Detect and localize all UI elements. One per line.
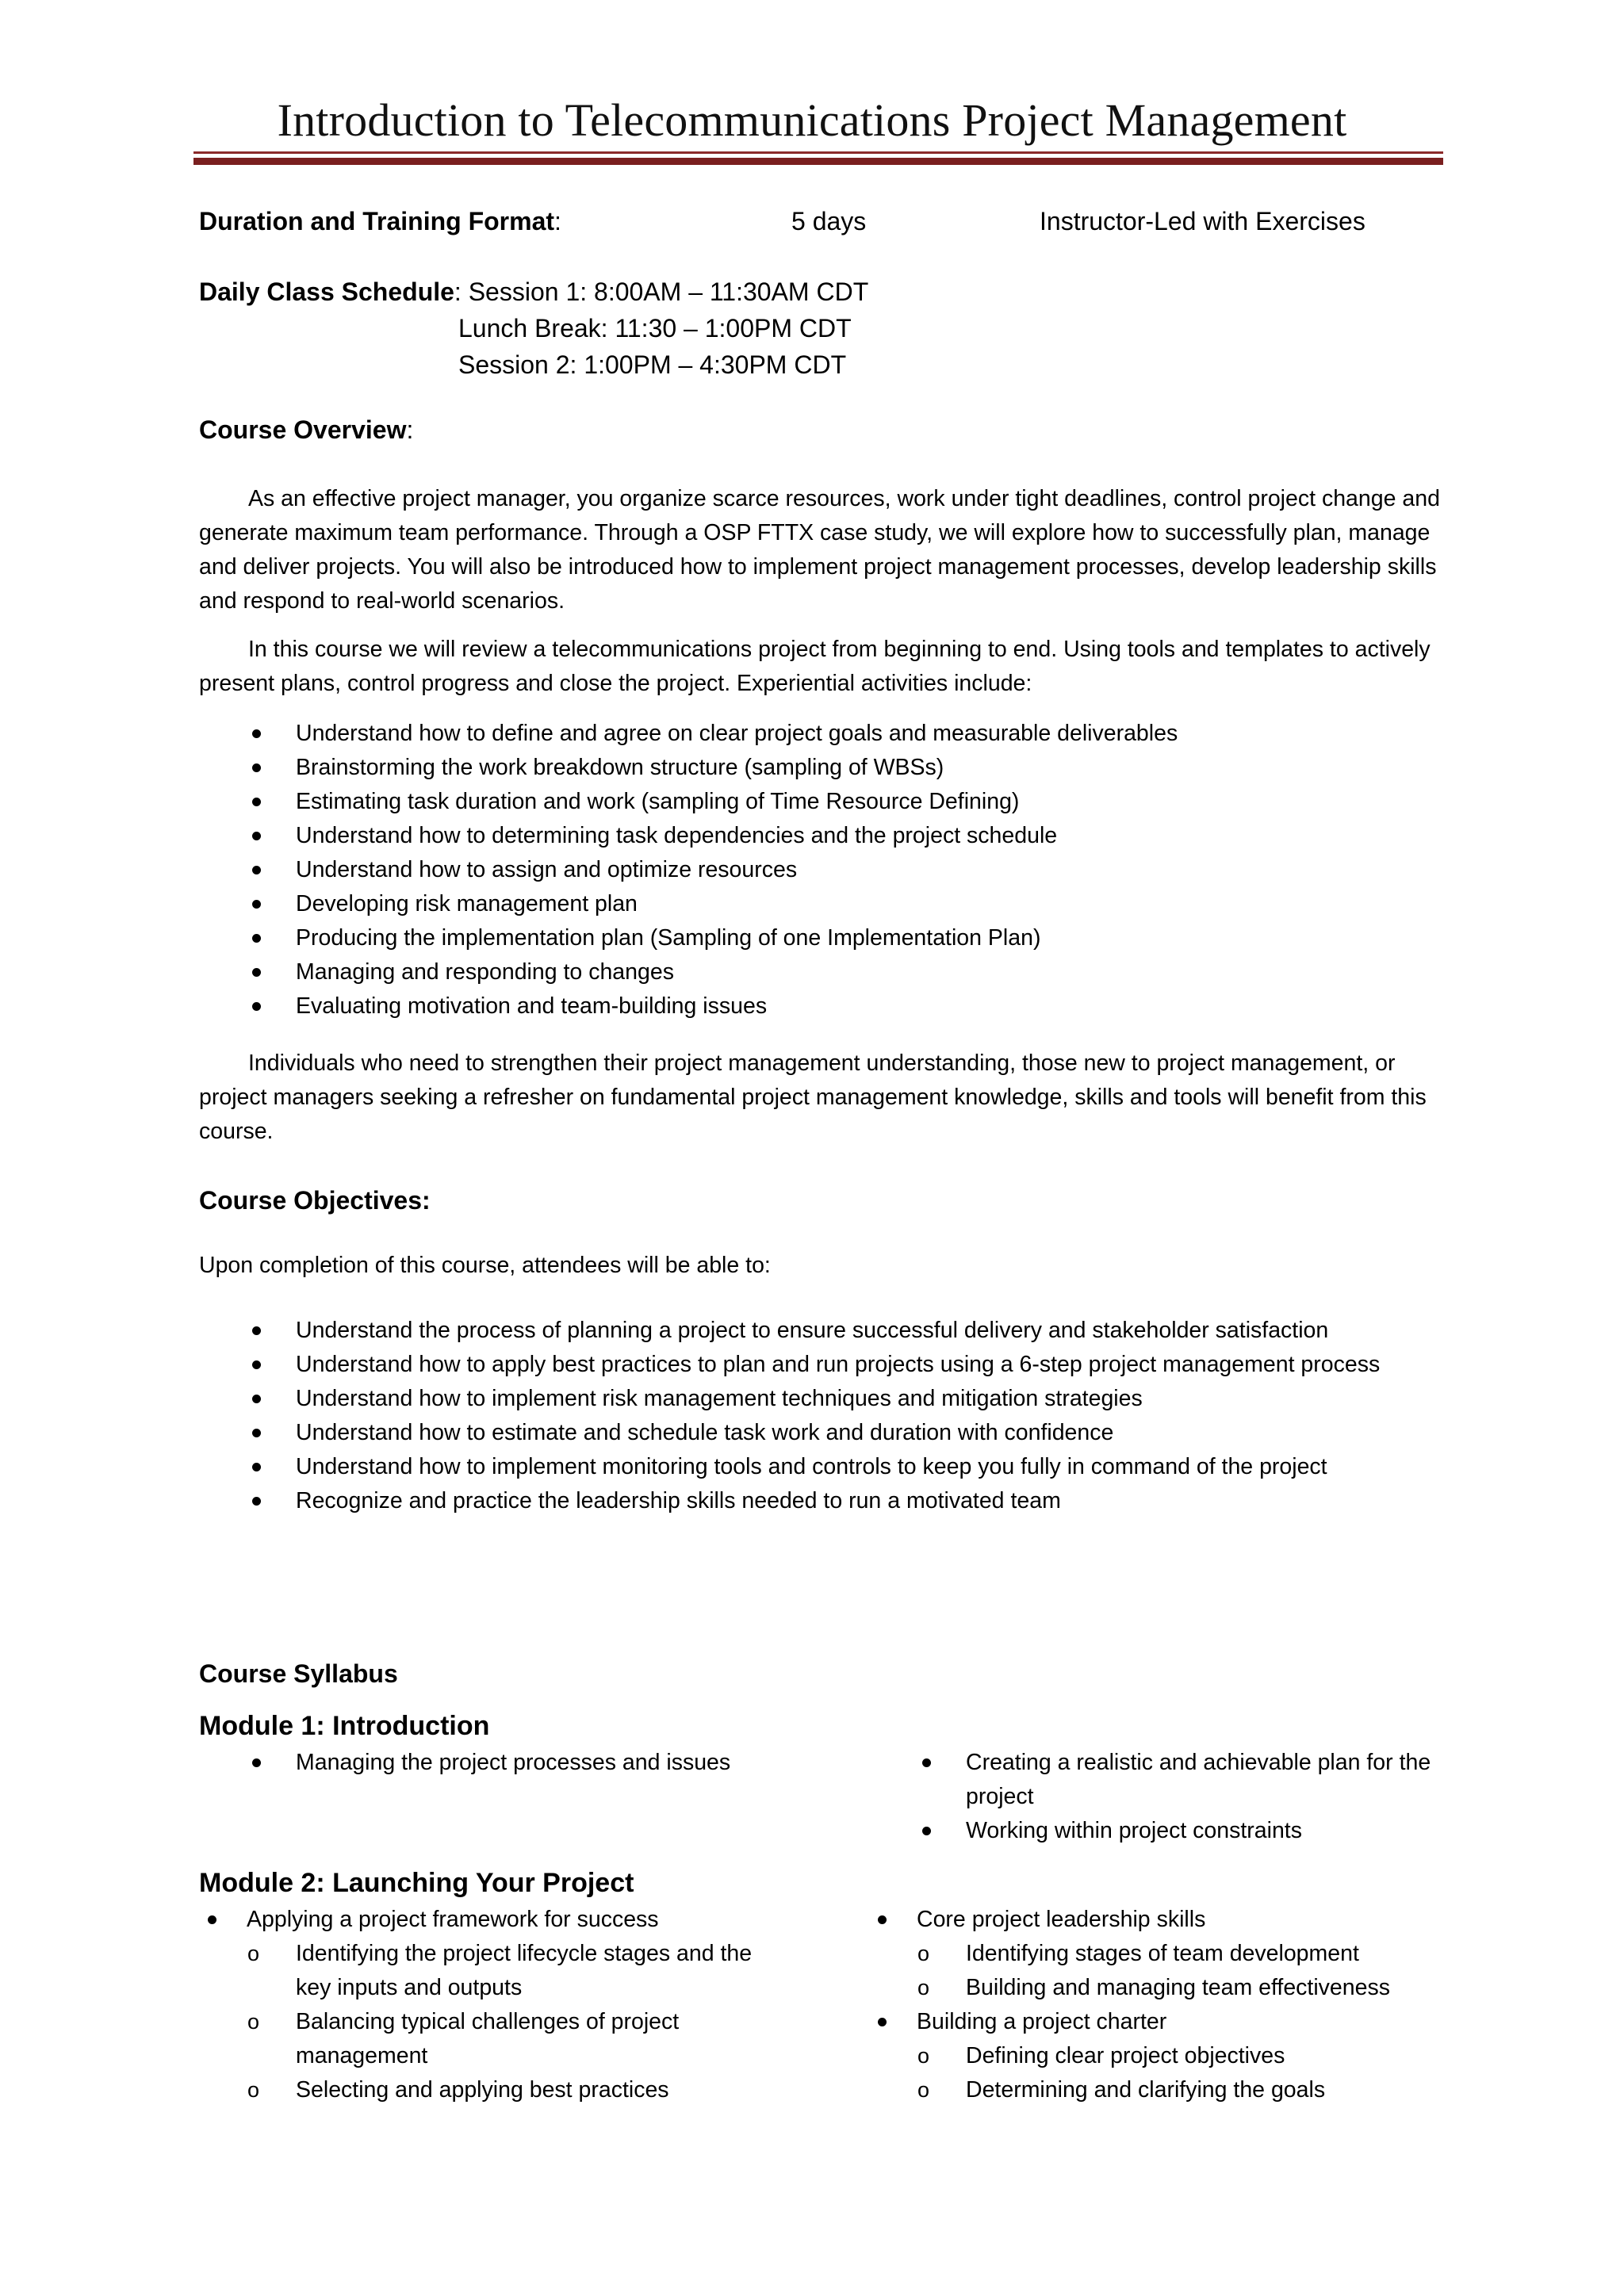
list-item: Building a project charter bbox=[917, 2005, 1472, 2039]
list-item: Estimating task duration and work (sampling of Time Resource Defining) bbox=[296, 785, 1438, 819]
overview-paragraph-2: In this course we will review a telecommunications project from beginning to end. Using tools and templates to actively present plans, control progress and close the project. Experiential activities include: bbox=[199, 637, 1431, 696]
list-item: Managing the project processes and issues bbox=[296, 1746, 772, 1780]
title-rule-thin bbox=[193, 151, 1443, 154]
list-item: Evaluating motivation and team-building issues bbox=[296, 989, 1438, 1024]
bullet-icon bbox=[252, 729, 261, 738]
bullet-icon bbox=[922, 1758, 931, 1767]
bullet-icon bbox=[878, 1915, 887, 1924]
duration-format: Instructor-Led with Exercises bbox=[1040, 207, 1365, 235]
schedule-session-2: Session 2: 1:00PM – 4:30PM CDT bbox=[458, 350, 847, 379]
module-2-right-list-1 bbox=[917, 1903, 1472, 1937]
document-title: Introduction to Telecommunications Project Management bbox=[277, 94, 1347, 146]
bullet-icon bbox=[252, 1758, 261, 1767]
list-item: Creating a realistic and achievable plan for the project bbox=[966, 1746, 1442, 1814]
bullet-icon bbox=[252, 900, 261, 909]
list-item: Producing the implementation plan (Sampling of one Implementation Plan) bbox=[296, 921, 1438, 955]
bullet-icon bbox=[252, 934, 261, 943]
module-1-right-list bbox=[966, 1746, 1442, 1848]
duration-label: Duration and Training Format bbox=[199, 207, 555, 235]
bullet-icon bbox=[922, 1827, 931, 1835]
module-1-title: Module 1: Introduction bbox=[199, 1711, 490, 1741]
list-item: o Building and managing team effectiveness bbox=[966, 1971, 1481, 2005]
bullet-icon bbox=[208, 1915, 216, 1924]
list-item: Brainstorming the work breakdown structure (sampling of WBSs) bbox=[296, 751, 1438, 785]
schedule-line-1 bbox=[199, 276, 868, 308]
duration-days: 5 days bbox=[791, 207, 867, 235]
bullet-icon bbox=[252, 763, 261, 772]
overview-heading-row bbox=[199, 414, 413, 446]
list-item: o Selecting and applying best practices bbox=[296, 2073, 779, 2107]
objectives-list bbox=[296, 1314, 1438, 1518]
list-item: Developing risk management plan bbox=[296, 887, 1438, 921]
list-item: Understand how to assign and optimize resources bbox=[296, 853, 1438, 887]
module-2-right-sublist-2 bbox=[917, 2039, 1481, 2107]
circle-bullet-icon: o bbox=[917, 2044, 930, 2068]
list-item: Understand how to implement monitoring tools and controls to keep you fully in command of the project bbox=[296, 1450, 1438, 1484]
module-2-left-sublist bbox=[247, 1937, 779, 2107]
bullet-icon bbox=[252, 1463, 261, 1471]
module-2-right-list-2 bbox=[917, 2005, 1472, 2039]
bullet-icon bbox=[252, 1002, 261, 1011]
circle-bullet-icon: o bbox=[247, 1942, 260, 1965]
duration-colon: : bbox=[554, 207, 561, 235]
list-item: Understand the process of planning a project to ensure successful delivery and stakeholder satisfaction bbox=[296, 1314, 1438, 1348]
list-item: o Identifying the project lifecycle stages and the key inputs and outputs bbox=[296, 1937, 779, 2005]
list-item: o Balancing typical challenges of project management bbox=[296, 2005, 779, 2073]
circle-bullet-icon: o bbox=[917, 2078, 930, 2102]
list-item: Understand how to implement risk management techniques and mitigation strategies bbox=[296, 1382, 1438, 1416]
bullet-icon bbox=[252, 1360, 261, 1369]
schedule-label: Daily Class Schedule bbox=[199, 277, 454, 306]
circle-bullet-icon: o bbox=[917, 1942, 930, 1965]
overview-colon: : bbox=[406, 415, 414, 444]
overview-heading: Course Overview bbox=[199, 415, 407, 444]
syllabus-heading: Course Syllabus bbox=[199, 1659, 398, 1688]
module-1-left-list bbox=[296, 1746, 772, 1780]
bullet-icon bbox=[252, 968, 261, 977]
objectives-heading: Course Objectives: bbox=[199, 1186, 431, 1215]
objectives-intro: Upon completion of this course, attendees will be able to: bbox=[199, 1253, 771, 1278]
overview-paragraph-1: As an effective project manager, you organize scarce resources, work under tight deadlines, control project change and generate maximum team performance. Through a OSP FTTX case study, we will explore how to successfully plan, manage and deliver projects. You will also be introduced how to implement project management processes, develop leadership skills and respond to real-world scenarios. bbox=[199, 486, 1440, 614]
schedule-lunch: Lunch Break: 11:30 – 1:00PM CDT bbox=[458, 314, 852, 342]
bullet-icon bbox=[252, 866, 261, 874]
bullet-icon bbox=[252, 832, 261, 840]
list-item: Managing and responding to changes bbox=[296, 955, 1438, 989]
list-item: Recognize and practice the leadership skills needed to run a motivated team bbox=[296, 1484, 1438, 1518]
list-item: Understand how to apply best practices to plan and run projects using a 6-step project management process bbox=[296, 1348, 1438, 1382]
list-item: Working within project constraints bbox=[966, 1814, 1442, 1848]
module-2-right-sublist-1 bbox=[917, 1937, 1481, 2005]
bullet-icon bbox=[252, 798, 261, 806]
list-item: Understand how to define and agree on clear project goals and measurable deliverables bbox=[296, 717, 1438, 751]
activities-list bbox=[296, 717, 1438, 1024]
bullet-icon bbox=[252, 1429, 261, 1437]
circle-bullet-icon: o bbox=[247, 2010, 260, 2034]
overview-paragraph-3: Individuals who need to strengthen their project management understanding, those new to project management, or project managers seeking a refresher on fundamental project management knowledge, skills and tools will benefit from this course. bbox=[199, 1050, 1427, 1144]
bullet-icon bbox=[252, 1326, 261, 1335]
schedule-session-1: : Session 1: 8:00AM – 11:30AM CDT bbox=[454, 277, 869, 306]
bullet-icon bbox=[252, 1395, 261, 1403]
module-2-title: Module 2: Launching Your Project bbox=[199, 1868, 634, 1898]
list-item: Understand how to estimate and schedule task work and duration with confidence bbox=[296, 1416, 1438, 1450]
list-item: o Identifying stages of team development bbox=[966, 1937, 1481, 1971]
bullet-icon bbox=[878, 2018, 887, 2026]
list-item: Core project leadership skills bbox=[917, 1903, 1472, 1937]
module-2-left-list bbox=[247, 1903, 802, 1937]
title-rule-thick bbox=[193, 158, 1443, 165]
duration-row bbox=[199, 205, 561, 237]
list-item: Applying a project framework for success bbox=[247, 1903, 802, 1937]
list-item: o Defining clear project objectives bbox=[966, 2039, 1481, 2073]
bullet-icon bbox=[252, 1497, 261, 1506]
list-item: Understand how to determining task dependencies and the project schedule bbox=[296, 819, 1438, 853]
circle-bullet-icon: o bbox=[917, 1976, 930, 1999]
circle-bullet-icon: o bbox=[247, 2078, 260, 2102]
list-item: o Determining and clarifying the goals bbox=[966, 2073, 1481, 2107]
